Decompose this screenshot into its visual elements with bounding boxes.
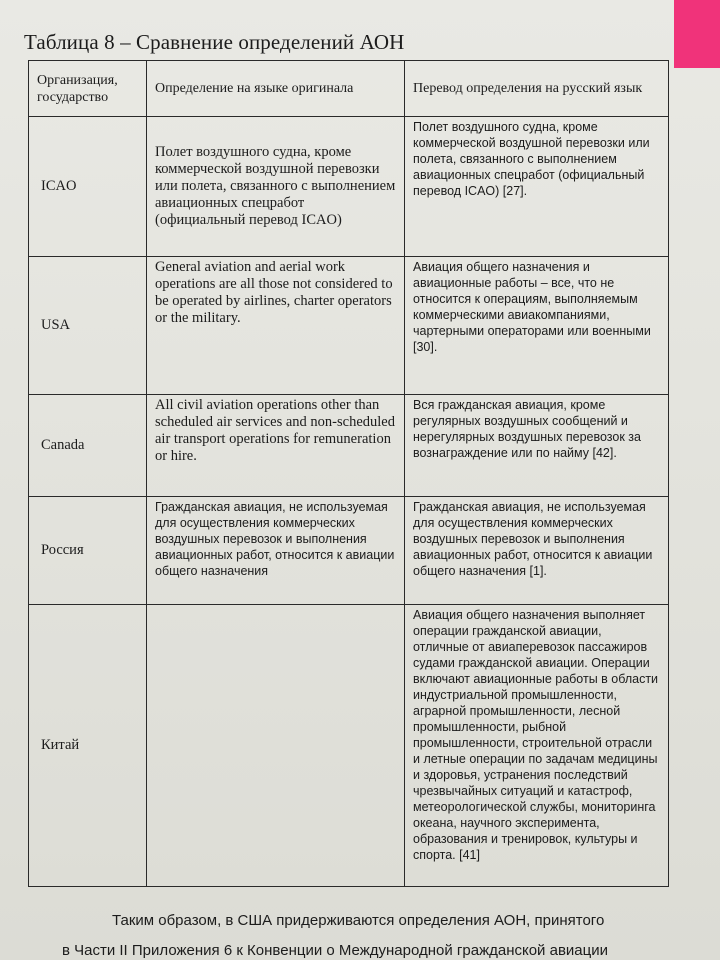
definitions-table	[28, 60, 669, 887]
table-row	[29, 605, 669, 887]
sticky-note	[674, 0, 720, 68]
row-russian: Полет воздушного судна, кроме коммерческой воздушной перевозки или полета, связанного с выполнением авиационных спецработ (официальный перевод ICAO) [27].	[405, 117, 669, 257]
body-text-line: Таким образом, в США придерживаются определения АОН, принятого	[112, 912, 605, 929]
row-original: Полет воздушного судна, кроме коммерческой воздушной перевозки или полета, связанного с выполнением авиационных спецработ (официальный перевод ICAO)	[147, 117, 405, 257]
table-row	[29, 117, 669, 257]
row-russian: Авиация общего назначения выполняет операции гражданской авиации, отличные от авиаперевозок пассажиров судами гражданской авиации. Операции включают авиационные работы в области индустриальной промышленности, аграрной промышленности, лесной промышленности, рыбной промышленности, строительной отрасли и летные операции по задачам медицины и здоровья, устранения последствий чрезвычайных ситуаций и катастроф, метеорологической службы, мониторинга океана, научного эксперимента, образования и тренировок, культуры и спорта. [41]	[405, 605, 669, 887]
row-org: ICAO	[29, 117, 147, 257]
header-org: Организация, государство	[29, 61, 147, 117]
row-org: USA	[29, 257, 147, 395]
row-org: Canada	[29, 395, 147, 497]
row-org: Китай	[29, 605, 147, 887]
table-row	[29, 395, 669, 497]
row-russian: Гражданская авиация, не используемая для осуществления коммерческих воздушных перевозок и выполнения авиационных работ, относится к авиации общего назначения [1].	[405, 497, 669, 605]
row-original: General aviation and aerial work operations are all those not considered to be operated by airlines, charter operators or the military.	[147, 257, 405, 395]
table-header-row	[29, 61, 669, 117]
row-russian: Вся гражданская авиация, кроме регулярных воздушных сообщений и нерегулярных воздушных перевозок за вознаграждение или по найму [42].	[405, 395, 669, 497]
row-original: All civil aviation operations other than scheduled air services and non-scheduled air transport operations for remuneration or hire.	[147, 395, 405, 497]
body-text-line: в Части II Приложения 6 к Конвенции о Международной гражданской авиации	[62, 942, 608, 959]
row-original	[147, 605, 405, 887]
header-russian: Перевод определения на русский язык	[405, 61, 669, 117]
row-org: Россия	[29, 497, 147, 605]
row-russian: Авиация общего назначения и авиационные работы – все, что не относится к операциям, выполняемым коммерческими авиакомпаниями, чартерными операторами или военными [30].	[405, 257, 669, 395]
table-row	[29, 497, 669, 605]
row-original: Гражданская авиация, не используемая для осуществления коммерческих воздушных перевозок и выполнения авиационных работ, относится к авиации общего назначения	[147, 497, 405, 605]
table-row	[29, 257, 669, 395]
table-title: Таблица 8 – Сравнение определений АОН	[24, 30, 405, 54]
header-original: Определение на языке оригинала	[147, 61, 405, 117]
